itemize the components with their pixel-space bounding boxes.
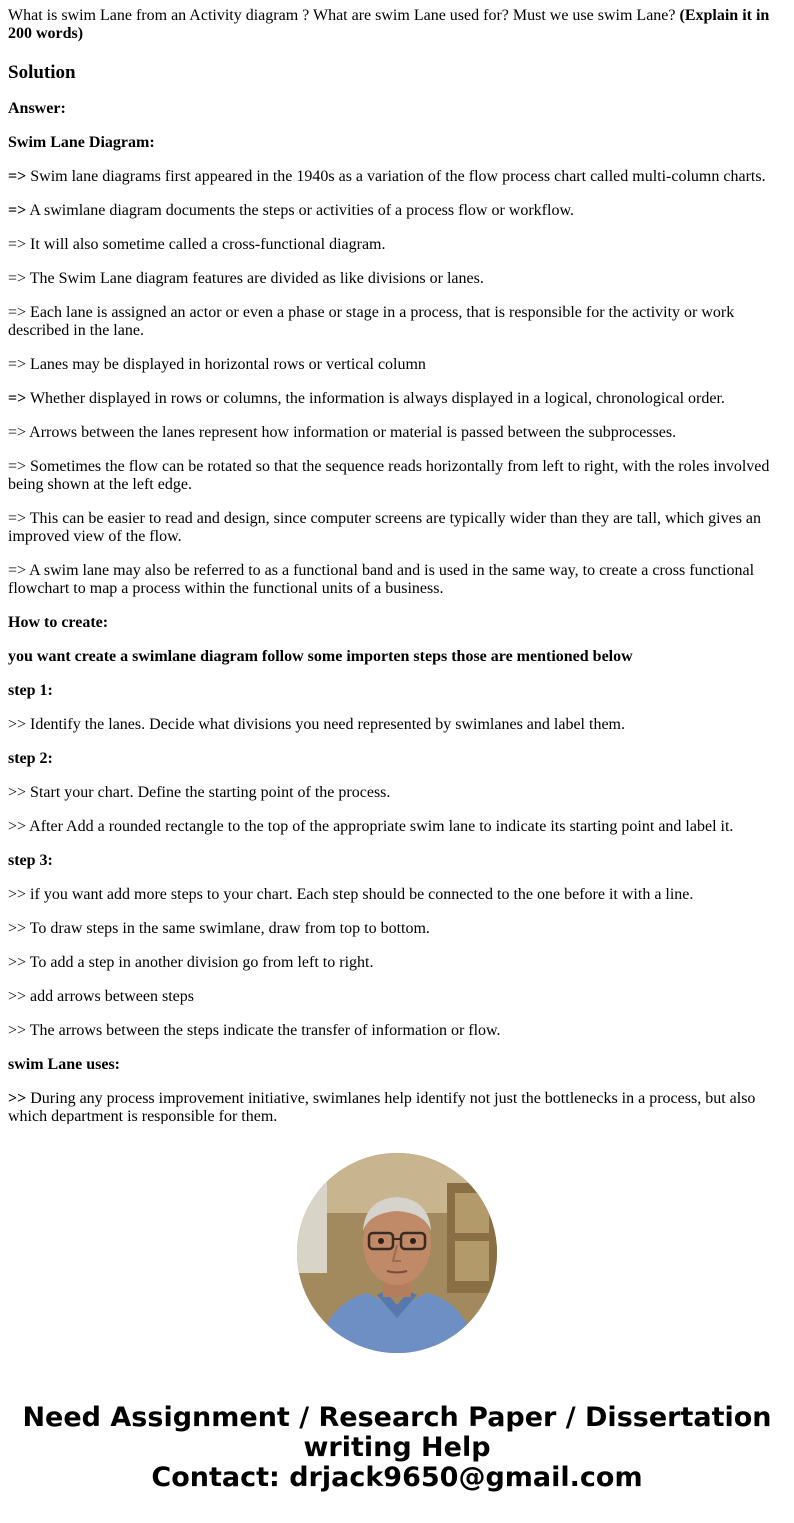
contact-banner bbox=[0, 1403, 794, 1493]
solution-heading: Solution bbox=[8, 62, 76, 83]
answer-point-text: => A swim lane may also be referred to as a functional band and is used in the same way, to create a cross functional flowchart to map a process within the functional units of a business. bbox=[8, 562, 755, 597]
uses-item-prefix: >> bbox=[8, 1090, 27, 1107]
step-item: >> add arrows between steps bbox=[8, 988, 194, 1005]
answer-point-text: => Lanes may be displayed in horizontal rows or vertical column bbox=[8, 356, 426, 373]
author-avatar bbox=[297, 1153, 497, 1353]
document-content bbox=[8, 0, 784, 1124]
step-item: >> Identify the lanes. Decide what divisions you need represented by swimlanes and label them. bbox=[8, 716, 625, 733]
swim-lane-heading: Swim Lane Diagram: bbox=[8, 134, 155, 151]
answer-point-text: => Sometimes the flow can be rotated so that the sequence reads horizontally from left to right, with the roles involved being shown at the left edge. bbox=[8, 458, 770, 493]
uses-item bbox=[8, 1090, 784, 1124]
answer-point bbox=[8, 202, 784, 220]
step-item: >> The arrows between the steps indicate the transfer of information or flow. bbox=[8, 1022, 501, 1039]
answer-point-prefix: => bbox=[8, 168, 27, 185]
step-item: >> After Add a rounded rectangle to the top of the appropriate swim lane to indicate its starting point and label it. bbox=[8, 818, 734, 835]
answer-point bbox=[8, 304, 784, 340]
answer-point bbox=[8, 562, 784, 598]
contact-email: Contact: drjack9650@gmail.com bbox=[151, 1462, 643, 1493]
answer-point bbox=[8, 356, 784, 374]
answer-point-prefix: => bbox=[8, 202, 27, 219]
step-item: >> To draw steps in the same swimlane, draw from top to bottom. bbox=[8, 920, 430, 937]
question-text: What is swim Lane from an Activity diagram ? What are swim Lane used for? Must we use swim Lane? (Explain it in 200 words) bbox=[8, 7, 770, 42]
uses-heading: swim Lane uses: bbox=[8, 1056, 121, 1073]
step-item: >> Start your chart. Define the starting point of the process. bbox=[8, 784, 391, 801]
answer-point-prefix: => bbox=[8, 390, 27, 407]
answer-point-text: Whether displayed in rows or columns, the information is always displayed in a logical, chronological order. bbox=[26, 390, 725, 407]
answer-point bbox=[8, 236, 784, 254]
uses-item-text: During any process improvement initiative, swimlanes help identify not just the bottlenecks in a process, but also which department is responsible for them. bbox=[8, 1090, 756, 1124]
answer-point bbox=[8, 390, 784, 408]
how-to-create-heading: How to create: bbox=[8, 614, 109, 631]
answer-label: Answer: bbox=[8, 100, 66, 117]
answer-point-text: => Each lane is assigned an actor or even a phase or stage in a process, that is responsible for the activity or work described in the lane. bbox=[8, 304, 735, 339]
points-list bbox=[8, 168, 784, 598]
cta-line-2: writing Help bbox=[303, 1432, 491, 1463]
answer-point bbox=[8, 168, 784, 186]
how-to-create-intro: you want create a swimlane diagram follow some importen steps those are mentioned below bbox=[8, 648, 633, 665]
answer-point-text: => Arrows between the lanes represent how information or material is passed between the subprocesses. bbox=[8, 424, 677, 441]
answer-point bbox=[8, 510, 784, 546]
step-item: >> To add a step in another division go from left to right. bbox=[8, 954, 374, 971]
cta-line-1: Need Assignment / Research Paper / Dissertation bbox=[22, 1402, 772, 1433]
step-label: step 1: bbox=[8, 682, 53, 699]
answer-point-text: A swimlane diagram documents the steps or activities of a process flow or workflow. bbox=[26, 202, 574, 219]
answer-point bbox=[8, 424, 784, 442]
step-label: step 2: bbox=[8, 750, 53, 767]
answer-point-text: => This can be easier to read and design, since computer screens are typically wider than they are tall, which gives an improved view of the flow. bbox=[8, 510, 762, 545]
answer-point bbox=[8, 270, 784, 288]
answer-point bbox=[8, 458, 784, 494]
author-photo bbox=[297, 1153, 497, 1353]
step-item: >> if you want add more steps to your chart. Each step should be connected to the one before it with a line. bbox=[8, 886, 694, 903]
answer-point-text: Swim lane diagrams first appeared in the 1940s as a variation of the flow process chart called multi-column charts. bbox=[26, 168, 766, 185]
steps-list bbox=[8, 682, 784, 1040]
answer-point-text: => The Swim Lane diagram features are divided as like divisions or lanes. bbox=[8, 270, 484, 287]
step-label: step 3: bbox=[8, 852, 53, 869]
question-word-limit: (Explain it in 200 words) bbox=[8, 7, 770, 42]
answer-point-text: => It will also sometime called a cross-functional diagram. bbox=[8, 236, 386, 253]
